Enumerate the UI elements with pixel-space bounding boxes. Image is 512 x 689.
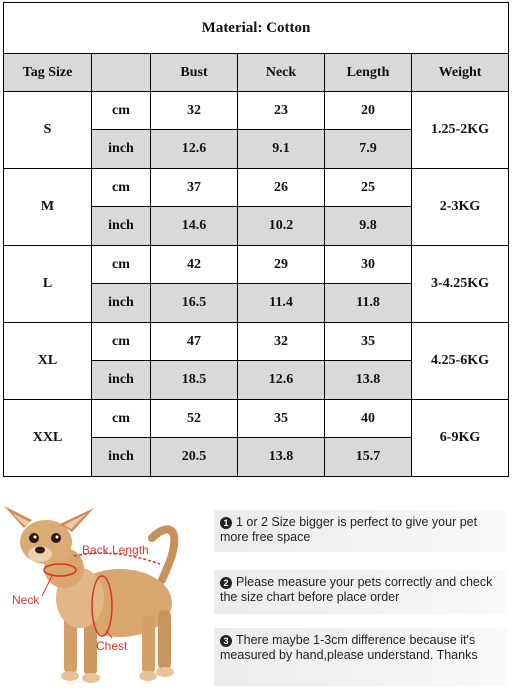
bust-cell: 20.5 [151, 438, 238, 477]
length-cell: 35 [325, 323, 412, 361]
size-chart-table [3, 2, 509, 477]
neck-cell: 32 [238, 323, 325, 361]
bust-cell: 47 [151, 323, 238, 361]
table-row [4, 169, 509, 207]
neck-cell: 10.2 [238, 207, 325, 246]
size-label: XXL [4, 400, 92, 477]
table-row [4, 92, 509, 130]
header-bust: Bust [151, 54, 238, 92]
neck-cell: 29 [238, 246, 325, 284]
unit-cell: inch [92, 361, 151, 400]
unit-cell: cm [92, 92, 151, 130]
length-cell: 11.8 [325, 284, 412, 323]
length-cell: 40 [325, 400, 412, 438]
table-row [4, 246, 509, 284]
header-unit [92, 54, 151, 92]
unit-cell: cm [92, 169, 151, 207]
number-1-icon: 1 [220, 517, 232, 529]
back-length-label: Back Length [82, 543, 149, 557]
header-tag-size: Tag Size [4, 54, 92, 92]
neck-cell: 13.8 [238, 438, 325, 477]
weight-cell: 4.25-6KG [412, 323, 509, 400]
measurement-section [0, 496, 512, 689]
length-cell: 15.7 [325, 438, 412, 477]
weight-cell: 2-3KG [412, 169, 509, 246]
number-2-icon: 2 [220, 577, 232, 589]
neck-cell: 9.1 [238, 130, 325, 169]
neck-cell: 35 [238, 400, 325, 438]
unit-cell: inch [92, 207, 151, 246]
neck-cell: 11.4 [238, 284, 325, 323]
neck-cell: 12.6 [238, 361, 325, 400]
tip-3 [214, 628, 507, 686]
tip-1-text: 1 or 2 Size bigger is perfect to give your pet more free space [220, 515, 478, 544]
neck-cell: 23 [238, 92, 325, 130]
bust-cell: 37 [151, 169, 238, 207]
bust-cell: 18.5 [151, 361, 238, 400]
unit-cell: cm [92, 400, 151, 438]
table-row [4, 323, 509, 361]
bust-cell: 14.6 [151, 207, 238, 246]
header-neck: Neck [238, 54, 325, 92]
tip-1 [214, 510, 507, 552]
bust-cell: 16.5 [151, 284, 238, 323]
size-label: L [4, 246, 92, 323]
length-cell: 20 [325, 92, 412, 130]
header-weight: Weight [412, 54, 509, 92]
unit-cell: inch [92, 130, 151, 169]
bust-cell: 52 [151, 400, 238, 438]
bust-cell: 32 [151, 92, 238, 130]
length-cell: 9.8 [325, 207, 412, 246]
length-cell: 13.8 [325, 361, 412, 400]
header-row [4, 54, 509, 92]
tip-2 [214, 570, 507, 614]
dog-measurement-illustration [2, 498, 207, 686]
neck-cell: 26 [238, 169, 325, 207]
table-row [4, 400, 509, 438]
weight-cell: 1.25-2KG [412, 92, 509, 169]
length-cell: 7.9 [325, 130, 412, 169]
tip-2-text: Please measure your pets correctly and check the size chart before place order [220, 575, 493, 604]
bust-cell: 42 [151, 246, 238, 284]
bust-cell: 12.6 [151, 130, 238, 169]
chest-label: Chest [96, 639, 128, 653]
size-label: XL [4, 323, 92, 400]
weight-cell: 6-9KG [412, 400, 509, 477]
length-cell: 30 [325, 246, 412, 284]
weight-cell: 3-4.25KG [412, 246, 509, 323]
unit-cell: inch [92, 438, 151, 477]
unit-cell: cm [92, 246, 151, 284]
table-title: Material: Cotton [4, 3, 509, 54]
neck-label: Neck [12, 593, 40, 607]
tip-3-text: There maybe 1-3cm difference because it's measured by hand,please understand. Thanks [220, 633, 478, 662]
size-label: M [4, 169, 92, 246]
number-3-icon: 3 [220, 635, 232, 647]
header-length: Length [325, 54, 412, 92]
size-label: S [4, 92, 92, 169]
unit-cell: cm [92, 323, 151, 361]
unit-cell: inch [92, 284, 151, 323]
length-cell: 25 [325, 169, 412, 207]
